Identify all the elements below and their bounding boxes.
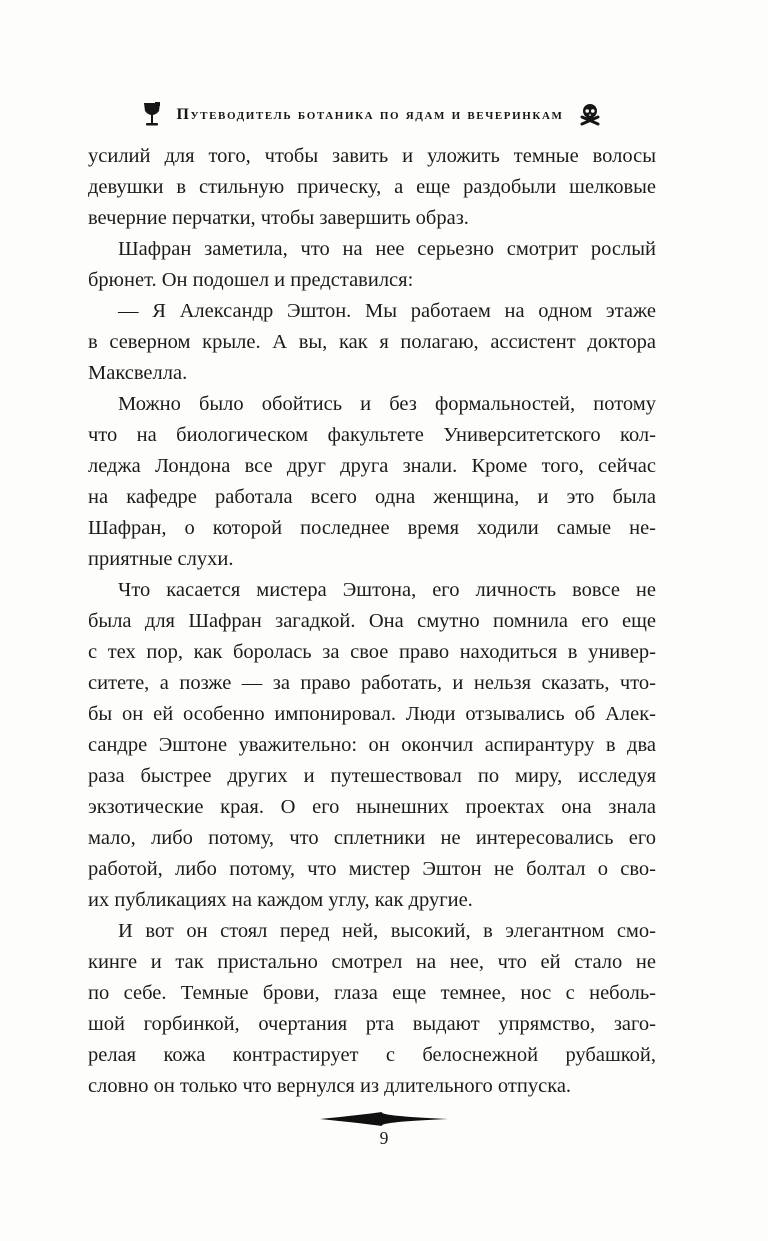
text-line: релая кожа контрастирует с белоснежной рубашкой, bbox=[88, 1044, 656, 1066]
skull-crossbones-icon bbox=[578, 103, 602, 127]
text-line: кинге и так пристально смотрел на нее, что ей стало не bbox=[88, 951, 656, 973]
paragraph bbox=[88, 234, 656, 296]
spindle-divider-icon bbox=[0, 1112, 768, 1126]
paragraph bbox=[88, 575, 656, 916]
text-line: шой горбинкой, очертания рта выдают упрямство, заго- bbox=[88, 1013, 656, 1035]
text-line: вечерние перчатки, чтобы завершить образ. bbox=[88, 207, 469, 229]
text-line: Шафран заметила, что на нее серьезно смотрит рослый bbox=[118, 238, 656, 260]
text-line: девушки в стильную прическу, а еще раздобыли шелковые bbox=[88, 176, 656, 198]
page-body bbox=[88, 141, 656, 1102]
text-line: мало, либо потому, что сплетники не интересовались его bbox=[88, 827, 656, 849]
text-line: экзотические края. О его нынешних проектах она знала bbox=[88, 796, 656, 818]
paragraph bbox=[88, 141, 656, 234]
text-line: Шафран, о которой последнее время ходили самые не- bbox=[88, 517, 656, 539]
running-header bbox=[88, 100, 656, 130]
text-line: брюнет. Он подошел и представился: bbox=[88, 269, 414, 291]
text-line: И вот он стоял перед ней, высокий, в элегантном смо- bbox=[118, 920, 656, 942]
paragraph bbox=[88, 296, 656, 389]
text-line: словно он только что вернулся из длительного отпуска. bbox=[88, 1075, 572, 1097]
text-line: по себе. Темные брови, глаза еще темнее, нос с неболь- bbox=[88, 982, 656, 1004]
text-line: с тех пор, как боролась за свое право находиться в универ- bbox=[88, 641, 656, 663]
text-line: сандре Эштоне уважительно: он окончил аспирантуру в два bbox=[88, 734, 656, 756]
text-line: приятные слухи. bbox=[88, 548, 234, 570]
text-line: леджа Лондона все друг друга знали. Кроме того, сейчас bbox=[88, 455, 656, 477]
text-line: раза быстрее других и путешествовал по миру, исследуя bbox=[88, 765, 656, 787]
text-line: усилий для того, чтобы завить и уложить темные волосы bbox=[88, 145, 656, 167]
text-line: Можно было обойтись и без формальностей, потому bbox=[118, 393, 656, 415]
text-line: была для Шафран загадкой. Она смутно помнила его еще bbox=[88, 610, 656, 632]
text-line: их публикациях на каждом углу, как другие. bbox=[88, 889, 473, 911]
text-line: — Я Александр Эштон. Мы работаем на одном этаже bbox=[118, 300, 656, 322]
text-line: на кафедре работала всего одна женщина, и это была bbox=[88, 486, 656, 508]
text-line: что на биологическом факультете Университетского кол- bbox=[88, 424, 656, 446]
cocktail-glass-icon bbox=[142, 102, 162, 128]
page-number: 9 bbox=[379, 1128, 389, 1148]
text-line: бы он ей особенно импонировал. Люди отзывались об Алек- bbox=[88, 703, 656, 725]
text-line: в северном крыле. А вы, как я полагаю, ассистент доктора bbox=[88, 331, 656, 353]
text-line: работой, либо потому, что мистер Эштон не болтал о сво- bbox=[88, 858, 656, 880]
text-line: Максвелла. bbox=[88, 362, 188, 384]
text-line: ситете, а позже — за право работать, и нельзя сказать, что- bbox=[88, 672, 656, 694]
text-line: Что касается мистера Эштона, его личность вовсе не bbox=[118, 579, 656, 601]
running-header-title: Путеводитель ботаника по ядам и вечеринкам bbox=[176, 106, 564, 123]
paragraph bbox=[88, 916, 656, 1102]
paragraph bbox=[88, 389, 656, 575]
